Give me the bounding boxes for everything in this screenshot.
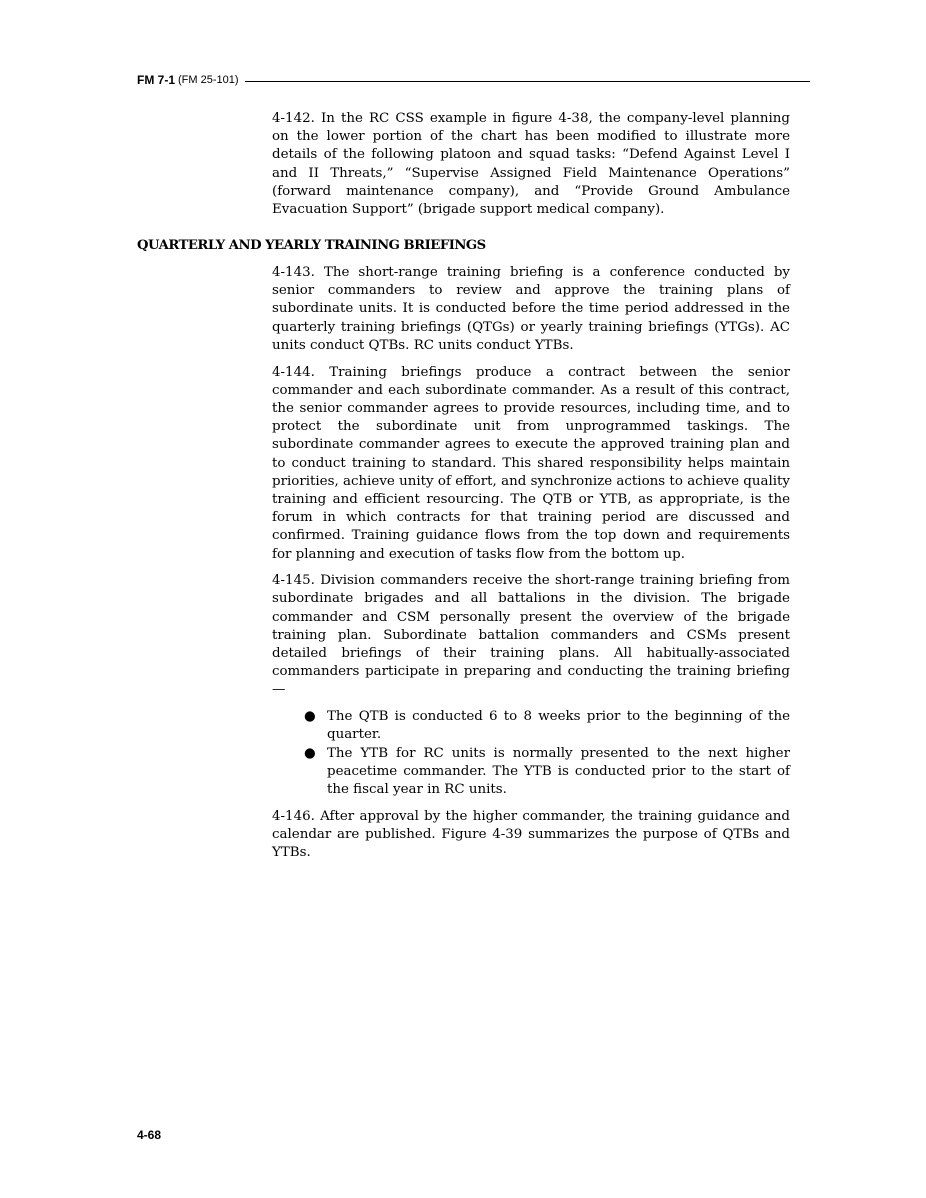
- paragraph-4-143: 4-143. The short-range training briefing is a conference conducted by senior commanders to review and approve the training plans of subordinate units. It is conducted before the time period addressed in the quarterly training briefings (QTGs) or yearly training briefings (YTGs). AC units conduct QTBs. RC units conduct YTBs.: [272, 265, 790, 353]
- running-header: [137, 73, 810, 87]
- main-text-block: [272, 264, 790, 871]
- bullet-icon: ●: [304, 709, 316, 725]
- page-number: 4-68: [137, 1128, 162, 1142]
- header-rule: [245, 81, 810, 82]
- paragraph-4-144: 4-144. Training briefings produce a contract between the senior commander and each subordinate commander. As a result of this contract, the senior commander agrees to provide resources, including time, and to protect the subordinate unit from unprogrammed taskings. The subordinate commander agrees to execute the approved training plan and to conduct training to standard. This shared responsibility helps maintain priorities, achieve unity of effort, and synchronize actions to achieve quality training and efficient resourcing. The QTB or YTB, as appropriate, is the forum in which contracts for that training period are discussed and confirmed. Training guidance flows from the top down and requirements for planning and execution of tasks flow from the bottom up.: [272, 364, 790, 562]
- paragraph-4-145: 4-145. Division commanders receive the short-range training briefing from subordinate brigades and all battalions in the division. The brigade commander and CSM personally present the overview of the brigade training plan. Subordinate battalion commanders and CSMs present detailed briefings of their training plans. All habitually-associated commanders participate in preparing and conducting the training briefing—: [272, 573, 790, 698]
- paragraph-4-146: 4-146. After approval by the higher commander, the training guidance and calendar are published. Figure 4-39 summarizes the purpose of QTBs and YTBs.: [272, 808, 790, 861]
- paragraph-4-142: 4-142. In the RC CSS example in figure 4-38, the company-level planning on the lower portion of the chart has been modified to illustrate more details of the following platoon and squad tasks: “Defend Against Level I and II Threats,” “Supervise Assigned Field Maintenance Operations” (forward maintenance company), and “Provide Ground Ambulance Evacuation Support” (brigade support medical company).: [272, 111, 790, 218]
- manual-number: FM 7-1: [137, 73, 176, 87]
- manual-supersedes: (FM 25-101): [178, 74, 239, 86]
- list-item: [272, 745, 790, 800]
- section-heading: QUARTERLY AND YEARLY TRAINING BRIEFINGS: [137, 238, 486, 253]
- intro-text-block: [272, 110, 790, 228]
- bullet-text: The YTB for RC units is normally presented to the next higher peacetime commander. The YTB is conducted prior to the start of the fiscal year in RC units.: [327, 745, 790, 797]
- bullet-icon: ●: [304, 745, 316, 761]
- list-item: [272, 708, 790, 744]
- bullet-text: The QTB is conducted 6 to 8 weeks prior to the beginning of the quarter.: [327, 709, 790, 743]
- bullet-list: [272, 708, 790, 799]
